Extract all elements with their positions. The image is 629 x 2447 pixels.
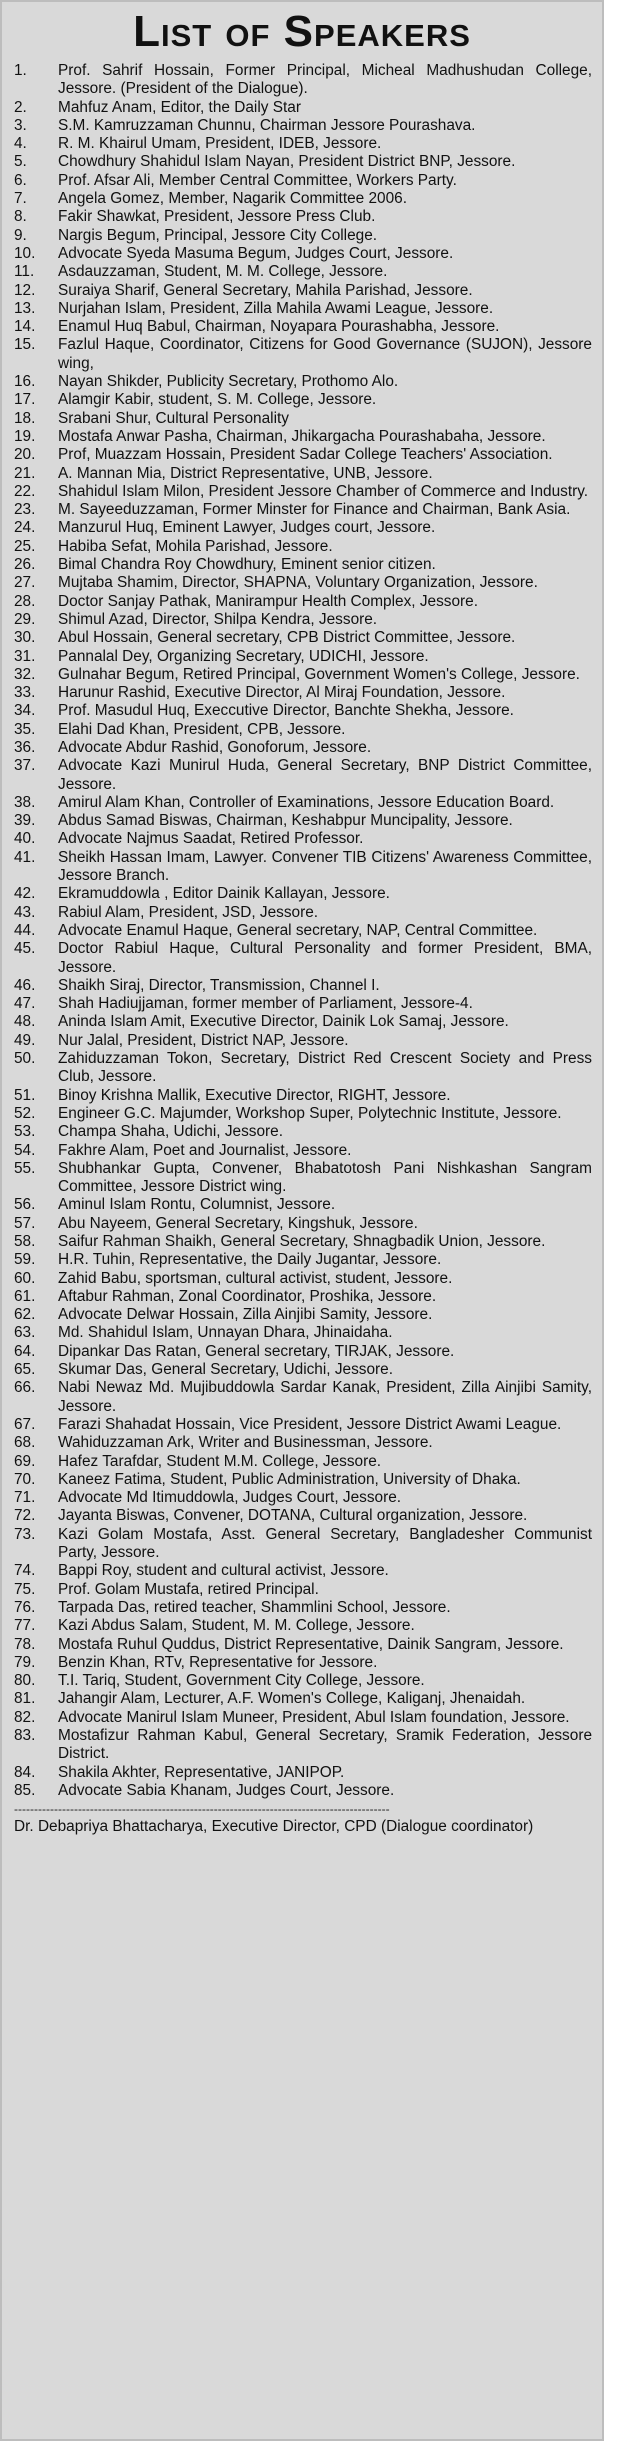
speaker-entry: Enamul Huq Babul, Chairman, Noyapara Pourashabha, Jessore. bbox=[58, 318, 500, 336]
speaker-entry: Shaikh Siraj, Director, Transmission, Channel I. bbox=[58, 976, 380, 994]
speaker-entry: Zahiduzzaman Tokon, Secretary, District Red Crescent Society and Press Club, Jessore. bbox=[58, 1050, 592, 1086]
list-item bbox=[14, 336, 592, 373]
speaker-number: 1. bbox=[14, 62, 27, 79]
list-item bbox=[14, 483, 592, 501]
speaker-entry: H.R. Tuhin, Representative, the Daily Jugantar, Jessore. bbox=[58, 1251, 442, 1269]
speaker-entry: Mostafa Anwar Pasha, Chairman, Jhikargacha Pourashabaha, Jessore. bbox=[58, 427, 546, 445]
speaker-number: 39. bbox=[14, 812, 36, 830]
speaker-number: 13. bbox=[14, 299, 36, 317]
list-item bbox=[14, 1471, 592, 1489]
speaker-number: 66. bbox=[14, 1379, 36, 1397]
speaker-entry: Aminul Islam Rontu, Columnist, Jessore. bbox=[58, 1196, 336, 1214]
speaker-entry: Shubhankar Gupta, Convener, Bhabatotosh Pani Nishkashan Sangram Committee, Jessore District wing. bbox=[58, 1159, 592, 1196]
speaker-entry: Kaneez Fatima, Student, Public Administration, University of Dhaka. bbox=[58, 1470, 521, 1488]
list-item bbox=[14, 318, 592, 336]
speaker-number: 22. bbox=[14, 482, 36, 500]
list-item bbox=[14, 1416, 592, 1434]
speaker-number: 72. bbox=[14, 1507, 36, 1525]
speaker-entry: Ekramuddowla , Editor Dainik Kallayan, Jessore. bbox=[58, 885, 390, 903]
speaker-number: 35. bbox=[14, 720, 36, 738]
speaker-number: 47. bbox=[14, 995, 36, 1013]
speaker-number: 84. bbox=[14, 1763, 36, 1781]
list-item bbox=[14, 1160, 592, 1197]
speaker-entry: Nur Jalal, President, District NAP, Jessore. bbox=[58, 1031, 349, 1049]
speaker-number: 55. bbox=[14, 1159, 36, 1177]
list-item bbox=[14, 190, 592, 208]
list-item bbox=[14, 227, 592, 245]
speaker-entry: Mostafa Ruhul Quddus, District Representative, Dainik Sangram, Jessore. bbox=[58, 1635, 564, 1653]
speaker-entry: Mujtaba Shamim, Director, SHAPNA, Voluntary Organization, Jessore. bbox=[58, 574, 538, 592]
list-item bbox=[14, 1105, 592, 1123]
speaker-entry: Suraiya Sharif, General Secretary, Mahila Parishad, Jessore. bbox=[58, 281, 473, 299]
list-item bbox=[14, 1434, 592, 1452]
speaker-number: 57. bbox=[14, 1214, 36, 1232]
speaker-number: 60. bbox=[14, 1269, 36, 1287]
speaker-number: 37. bbox=[14, 757, 36, 775]
speaker-number: 4. bbox=[14, 135, 27, 153]
speaker-entry: Habiba Sefat, Mohila Parishad, Jessore. bbox=[58, 537, 333, 555]
list-item bbox=[14, 1123, 592, 1141]
speaker-entry: A. Mannan Mia, District Representative, UNB, Jessore. bbox=[58, 464, 433, 482]
speaker-entry: Skumar Das, General Secretary, Udichi, Jessore. bbox=[58, 1361, 394, 1379]
speaker-number: 12. bbox=[14, 281, 36, 299]
speaker-entry: Bappi Roy, student and cultural activist, Jessore. bbox=[58, 1562, 389, 1580]
speaker-entry: Pannalal Dey, Organizing Secretary, UDICHI, Jessore. bbox=[58, 647, 429, 665]
list-item bbox=[14, 1636, 592, 1654]
speaker-number: 51. bbox=[14, 1086, 36, 1104]
list-item bbox=[14, 757, 592, 794]
speaker-entry: Champa Shaha, Udichi, Jessore. bbox=[58, 1123, 283, 1141]
speaker-number: 10. bbox=[14, 244, 36, 262]
speaker-entry: Shimul Azad, Director, Shilpa Kendra, Jessore. bbox=[58, 610, 378, 628]
list-item bbox=[14, 849, 592, 886]
speaker-number: 81. bbox=[14, 1690, 36, 1708]
speaker-number: 11. bbox=[14, 263, 35, 281]
speaker-entry: R. M. Khairul Umam, President, IDEB, Jessore. bbox=[58, 135, 382, 153]
speaker-entry: Mostafizur Rahman Kabul, General Secretary, Sramik Federation, Jessore District. bbox=[58, 1727, 592, 1763]
list-item bbox=[14, 1562, 592, 1580]
speaker-number: 16. bbox=[14, 373, 36, 391]
speaker-entry: Dipankar Das Ratan, General secretary, TIRJAK, Jessore. bbox=[58, 1342, 455, 1360]
speaker-number: 28. bbox=[14, 592, 36, 610]
speaker-number: 58. bbox=[14, 1233, 36, 1250]
speaker-entry: Zahid Babu, sportsman, cultural activist, student, Jessore. bbox=[58, 1269, 453, 1287]
list-item bbox=[14, 593, 592, 611]
speaker-number: 67. bbox=[14, 1415, 36, 1433]
speaker-entry: Saifur Rahman Shaikh, General Secretary, Shnagbadik Union, Jessore. bbox=[58, 1233, 546, 1250]
speaker-entry: Farazi Shahadat Hossain, Vice President, Jessore District Awami League. bbox=[58, 1415, 562, 1433]
speaker-number: 52. bbox=[14, 1104, 36, 1122]
speaker-number: 78. bbox=[14, 1635, 36, 1653]
list-item bbox=[14, 648, 592, 666]
speaker-number: 31. bbox=[14, 647, 36, 665]
speaker-number: 50. bbox=[14, 1050, 36, 1068]
speaker-number: 25. bbox=[14, 537, 36, 555]
list-item bbox=[14, 282, 592, 300]
list-item bbox=[14, 1288, 592, 1306]
list-item bbox=[14, 428, 592, 446]
speaker-entry: Prof. Masudul Huq, Execcutive Director, Banchte Shekha, Jessore. bbox=[58, 702, 514, 720]
speaker-entry: Sheikh Hassan Imam, Lawyer. Convener TIB Citizens' Awareness Committee, Jessore Branch. bbox=[58, 848, 592, 885]
list-item bbox=[14, 1453, 592, 1471]
list-item bbox=[14, 538, 592, 556]
speaker-entry: Aftabur Rahman, Zonal Coordinator, Proshika, Jessore. bbox=[58, 1287, 437, 1305]
speaker-number: 83. bbox=[14, 1727, 36, 1745]
speaker-entry: Rabiul Alam, President, JSD, Jessore. bbox=[58, 903, 319, 921]
list-item bbox=[14, 940, 592, 977]
list-item bbox=[14, 446, 592, 464]
speaker-entry: Advocate Kazi Munirul Huda, General Secretary, BNP District Committee, Jessore. bbox=[58, 757, 592, 793]
list-item bbox=[14, 922, 592, 940]
speaker-entry: Kazi Golam Mostafa, Asst. General Secretary, Bangladesher Communist Party, Jessore. bbox=[58, 1525, 592, 1562]
list-item bbox=[14, 172, 592, 190]
speaker-entry: Binoy Krishna Mallik, Executive Director, RIGHT, Jessore. bbox=[58, 1086, 451, 1104]
list-item bbox=[14, 666, 592, 684]
speaker-number: 8. bbox=[14, 208, 27, 226]
speaker-number: 38. bbox=[14, 793, 36, 811]
speaker-entry: Prof. Sahrif Hossain, Former Principal, Micheal Madhushudan College, Jessore. (President of the Dialogue). bbox=[58, 62, 592, 98]
speaker-number: 19. bbox=[14, 427, 36, 445]
speaker-number: 15. bbox=[14, 336, 36, 354]
list-item bbox=[14, 117, 592, 135]
speaker-number: 79. bbox=[14, 1653, 36, 1671]
list-item bbox=[14, 1343, 592, 1361]
list-item bbox=[14, 629, 592, 647]
speaker-entry: Jahangir Alam, Lecturer, A.F. Women's College, Kaliganj, Jhenaidah. bbox=[58, 1690, 526, 1708]
speaker-number: 41. bbox=[14, 848, 36, 866]
list-item bbox=[14, 263, 592, 281]
speaker-number: 34. bbox=[14, 702, 36, 720]
speaker-number: 63. bbox=[14, 1324, 36, 1342]
speaker-number: 29. bbox=[14, 610, 36, 628]
speaker-number: 26. bbox=[14, 556, 36, 574]
speaker-number: 45. bbox=[14, 940, 36, 958]
speaker-number: 30. bbox=[14, 629, 36, 647]
list-item bbox=[14, 1489, 592, 1507]
speaker-number: 21. bbox=[14, 464, 36, 482]
speaker-entry: Advocate Enamul Haque, General secretary, NAP, Central Committee. bbox=[58, 921, 538, 939]
list-item bbox=[14, 995, 592, 1013]
list-item bbox=[14, 1251, 592, 1269]
speaker-number: 43. bbox=[14, 903, 36, 921]
speaker-entry: Angela Gomez, Member, Nagarik Committee 2006. bbox=[58, 190, 408, 208]
list-item bbox=[14, 1050, 592, 1087]
list-item bbox=[14, 62, 592, 99]
list-item bbox=[14, 1782, 592, 1800]
speaker-entry: Prof. Afsar Ali, Member Central Committee, Workers Party. bbox=[58, 171, 457, 189]
list-item bbox=[14, 1306, 592, 1324]
list-item bbox=[14, 501, 592, 519]
speaker-entry: Fakhre Alam, Poet and Journalist, Jessore. bbox=[58, 1141, 352, 1159]
list-item bbox=[14, 208, 592, 226]
list-item bbox=[14, 684, 592, 702]
list-item bbox=[14, 465, 592, 483]
speaker-entry: Advocate Md Itimuddowla, Judges Court, Jessore. bbox=[58, 1489, 402, 1507]
speaker-list bbox=[2, 62, 602, 1800]
speaker-number: 33. bbox=[14, 684, 36, 702]
speaker-number: 7. bbox=[14, 190, 27, 208]
speaker-entry: Nayan Shikder, Publicity Secretary, Prothomo Alo. bbox=[58, 373, 399, 391]
speaker-entry: M. Sayeeduzzaman, Former Minster for Finance and Chairman, Bank Asia. bbox=[58, 501, 571, 519]
speaker-entry: Doctor Sanjay Pathak, Manirampur Health Complex, Jessore. bbox=[58, 592, 479, 610]
speaker-number: 2. bbox=[14, 98, 27, 116]
list-item bbox=[14, 1764, 592, 1782]
speaker-entry: Nurjahan Islam, President, Zilla Mahila Awami League, Jessore. bbox=[58, 299, 494, 317]
speaker-entry: Elahi Dad Khan, President, CPB, Jessore. bbox=[58, 720, 346, 738]
speaker-entry: Advocate Syeda Masuma Begum, Judges Court, Jessore. bbox=[58, 244, 454, 262]
speaker-number: 32. bbox=[14, 665, 36, 683]
speaker-entry: Advocate Abdur Rashid, Gonoforum, Jessore. bbox=[58, 738, 372, 756]
dialogue-coordinator: Dr. Debapriya Bhattacharya, Executive Director, CPD (Dialogue coordinator) bbox=[14, 1818, 534, 1836]
speaker-entry: Jayanta Biswas, Convener, DOTANA, Cultural organization, Jessore. bbox=[58, 1507, 528, 1525]
speaker-entry: Alamgir Kabir, student, S. M. College, Jessore. bbox=[58, 391, 377, 409]
page-title: List of Speakers bbox=[133, 7, 471, 56]
speaker-number: 42. bbox=[14, 885, 36, 903]
speaker-number: 70. bbox=[14, 1470, 36, 1488]
speaker-number: 69. bbox=[14, 1452, 36, 1470]
speaker-entry: Nargis Begum, Principal, Jessore City College. bbox=[58, 226, 378, 244]
speaker-number: 53. bbox=[14, 1123, 36, 1141]
speaker-entry: Shah Hadiujjaman, former member of Parliament, Jessore-4. bbox=[58, 995, 473, 1013]
list-item bbox=[14, 556, 592, 574]
speaker-number: 18. bbox=[14, 409, 36, 427]
list-item bbox=[14, 1581, 592, 1599]
speaker-number: 49. bbox=[14, 1031, 36, 1049]
speaker-number: 76. bbox=[14, 1598, 36, 1616]
speaker-number: 40. bbox=[14, 830, 36, 848]
speaker-entry: Wahiduzzaman Ark, Writer and Businessman, Jessore. bbox=[58, 1434, 433, 1452]
speaker-number: 80. bbox=[14, 1672, 36, 1690]
speaker-entry: S.M. Kamruzzaman Chunnu, Chairman Jessore Pourashava. bbox=[58, 116, 476, 134]
list-item bbox=[14, 1361, 592, 1379]
list-item bbox=[14, 830, 592, 848]
separator-line: ---------------------------------------------------------------------------------------------- bbox=[14, 1802, 390, 1817]
list-item bbox=[14, 1215, 592, 1233]
speaker-entry: Advocate Manirul Islam Muneer, President, Abul Islam foundation, Jessore. bbox=[58, 1708, 570, 1726]
speaker-entry: Srabani Shur, Cultural Personality bbox=[58, 409, 289, 427]
speaker-number: 71. bbox=[14, 1489, 36, 1507]
list-item bbox=[14, 1087, 592, 1105]
speaker-number: 17. bbox=[14, 391, 36, 409]
speaker-number: 3. bbox=[14, 116, 27, 134]
speaker-number: 74. bbox=[14, 1562, 36, 1580]
list-item bbox=[14, 1727, 592, 1764]
speaker-entry: Benzin Khan, RTv, Representative for Jessore. bbox=[58, 1653, 378, 1671]
list-item bbox=[14, 739, 592, 757]
speaker-number: 14. bbox=[14, 318, 36, 336]
list-item bbox=[14, 1032, 592, 1050]
speaker-entry: Tarpada Das, retired teacher, Shammlini School, Jessore. bbox=[58, 1598, 451, 1616]
list-item bbox=[14, 1379, 592, 1416]
speaker-entry: Advocate Delwar Hossain, Zilla Ainjibi Samity, Jessore. bbox=[58, 1306, 433, 1324]
speaker-number: 77. bbox=[14, 1617, 36, 1635]
list-item bbox=[14, 1013, 592, 1031]
list-item bbox=[14, 519, 592, 537]
speaker-entry: Bimal Chandra Roy Chowdhury, Eminent senior citizen. bbox=[58, 556, 436, 574]
list-item bbox=[14, 245, 592, 263]
speaker-entry: Hafez Tarafdar, Student M.M. College, Jessore. bbox=[58, 1452, 382, 1470]
list-item bbox=[14, 1617, 592, 1635]
list-item bbox=[14, 410, 592, 428]
speaker-entry: Manzurul Huq, Eminent Lawyer, Judges court, Jessore. bbox=[58, 519, 436, 537]
list-item bbox=[14, 721, 592, 739]
list-item bbox=[14, 1599, 592, 1617]
speaker-entry: Chowdhury Shahidul Islam Nayan, President District BNP, Jessore. bbox=[58, 153, 516, 171]
speaker-entry: Engineer G.C. Majumder, Workshop Super, Polytechnic Institute, Jessore. bbox=[58, 1104, 562, 1122]
speaker-entry: Abul Hossain, General secretary, CPB District Committee, Jessore. bbox=[58, 629, 516, 647]
speaker-number: 64. bbox=[14, 1342, 36, 1360]
speaker-number: 48. bbox=[14, 1013, 36, 1031]
speaker-number: 20. bbox=[14, 446, 36, 464]
list-item bbox=[14, 1672, 592, 1690]
speaker-entry: Gulnahar Begum, Retired Principal, Government Women's College, Jessore. bbox=[58, 665, 580, 683]
speaker-number: 68. bbox=[14, 1434, 36, 1452]
speaker-entry: Abu Nayeem, General Secretary, Kingshuk, Jessore. bbox=[58, 1214, 418, 1232]
speaker-entry: Aninda Islam Amit, Executive Director, Dainik Lok Samaj, Jessore. bbox=[58, 1013, 509, 1031]
list-item bbox=[14, 812, 592, 830]
speaker-number: 46. bbox=[14, 976, 36, 994]
list-item bbox=[14, 574, 592, 592]
speaker-number: 59. bbox=[14, 1251, 36, 1269]
speaker-number: 85. bbox=[14, 1781, 36, 1799]
list-item bbox=[14, 904, 592, 922]
speaker-entry: Doctor Rabiul Haque, Cultural Personality and former President, BMA, Jessore. bbox=[58, 940, 592, 976]
speaker-number: 24. bbox=[14, 519, 36, 537]
list-item bbox=[14, 300, 592, 318]
speaker-entry: Fakir Shawkat, President, Jessore Press Club. bbox=[58, 208, 376, 226]
speaker-entry: T.I. Tariq, Student, Government City College, Jessore. bbox=[58, 1672, 425, 1690]
list-item bbox=[14, 794, 592, 812]
speaker-number: 65. bbox=[14, 1361, 36, 1379]
list-item bbox=[14, 977, 592, 995]
speaker-number: 6. bbox=[14, 171, 27, 189]
speaker-entry: Asdauzzaman, Student, M. M. College, Jessore. bbox=[58, 263, 388, 281]
speaker-entry: Prof. Golam Mustafa, retired Principal. bbox=[58, 1580, 319, 1598]
speaker-number: 36. bbox=[14, 738, 36, 756]
list-item bbox=[14, 1324, 592, 1342]
list-item bbox=[14, 391, 592, 409]
speaker-number: 5. bbox=[14, 153, 27, 171]
list-item bbox=[14, 1196, 592, 1214]
speaker-entry: Fazlul Haque, Coordinator, Citizens for Good Governance (SUJON), Jessore wing, bbox=[58, 336, 592, 372]
speaker-number: 56. bbox=[14, 1196, 36, 1214]
speaker-entry: Mahfuz Anam, Editor, the Daily Star bbox=[58, 98, 301, 116]
speaker-number: 9. bbox=[14, 226, 27, 244]
list-item bbox=[14, 1690, 592, 1708]
list-item bbox=[14, 702, 592, 720]
speaker-entry: Amirul Alam Khan, Controller of Examinations, Jessore Education Board. bbox=[58, 793, 555, 811]
speaker-entry: Advocate Sabia Khanam, Judges Court, Jessore. bbox=[58, 1781, 395, 1799]
speaker-entry: Abdus Samad Biswas, Chairman, Keshabpur Muncipality, Jessore. bbox=[58, 812, 513, 830]
speaker-number: 75. bbox=[14, 1580, 36, 1598]
speaker-number: 62. bbox=[14, 1306, 36, 1324]
list-item bbox=[14, 99, 592, 117]
speaker-entry: Kazi Abdus Salam, Student, M. M. College, Jessore. bbox=[58, 1617, 415, 1635]
speaker-number: 82. bbox=[14, 1708, 36, 1726]
list-item bbox=[14, 373, 592, 391]
list-item bbox=[14, 1270, 592, 1288]
list-item bbox=[14, 1526, 592, 1563]
list-item bbox=[14, 885, 592, 903]
list-item bbox=[14, 135, 592, 153]
list-item bbox=[14, 1709, 592, 1727]
list-item bbox=[14, 1233, 592, 1251]
speaker-number: 61. bbox=[14, 1287, 36, 1305]
speaker-entry: Nabi Newaz Md. Mujibuddowla Sardar Kanak, President, Zilla Ainjibi Samity, Jessore. bbox=[58, 1379, 592, 1415]
speaker-entry: Shahidul Islam Milon, President Jessore Chamber of Commerce and Industry. bbox=[58, 482, 589, 500]
speaker-entry: Md. Shahidul Islam, Unnayan Dhara, Jhinaidaha. bbox=[58, 1324, 393, 1342]
speaker-entry: Shakila Akhter, Representative, JANIPOP. bbox=[58, 1763, 345, 1781]
list-item bbox=[14, 1507, 592, 1525]
speaker-entry: Prof, Muazzam Hossain, President Sadar College Teachers' Association. bbox=[58, 446, 553, 464]
list-item bbox=[14, 611, 592, 629]
speaker-number: 27. bbox=[14, 574, 36, 592]
list-item bbox=[14, 1654, 592, 1672]
speaker-entry: Advocate Najmus Saadat, Retired Professor. bbox=[58, 830, 364, 848]
list-item bbox=[14, 1142, 592, 1160]
speaker-number: 73. bbox=[14, 1525, 36, 1543]
speaker-number: 44. bbox=[14, 921, 36, 939]
list-item bbox=[14, 153, 592, 171]
speaker-entry: Harunur Rashid, Executive Director, Al Miraj Foundation, Jessore. bbox=[58, 684, 506, 702]
speaker-number: 54. bbox=[14, 1141, 36, 1159]
speaker-number: 23. bbox=[14, 501, 36, 519]
